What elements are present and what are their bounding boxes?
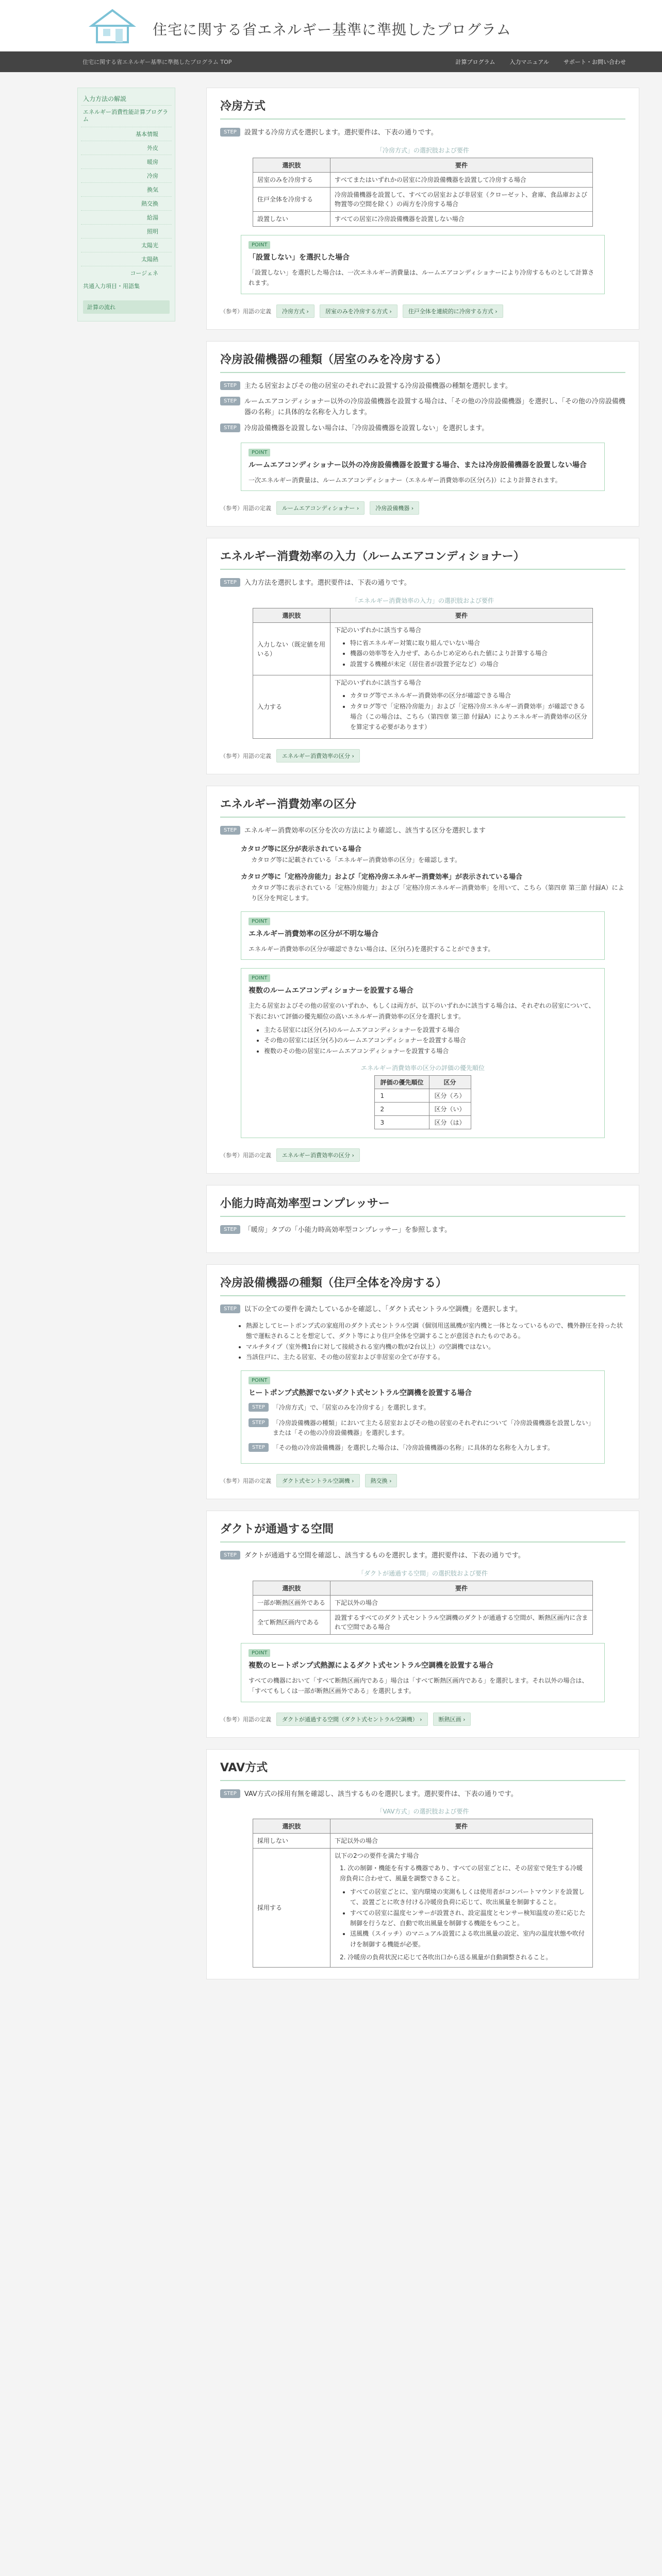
table-caption: 「冷房方式」の選択肢および要件 (376, 146, 469, 154)
section-cooling-method (206, 88, 639, 330)
step-text: ダクトが通過する空間を確認し、該当するものを選択します。選択要件は、下表の通りです。 (244, 1552, 525, 1560)
section-title: 小能力時高効率型コンプレッサー (220, 1195, 625, 1217)
top-navbar (0, 52, 662, 72)
table-header: 要件 (330, 158, 593, 172)
reference-links (220, 304, 625, 318)
step-text: ルームエアコンディショナー以外の冷房設備機器を設置する場合は、「その他の冷房設備機器」を選択し、「その他の冷房設備機器の名称」に具体的な名称を入力します。 (244, 398, 625, 417)
table-caption: 「ダクトが通過する空間」の選択肢および要件 (357, 1569, 488, 1577)
section-efficiency-input (206, 538, 639, 774)
sidebar-item-heat-exchange[interactable]: 熱交換 (81, 196, 172, 210)
section-title: VAV方式 (220, 1759, 625, 1781)
step-badge: STEP (249, 1403, 269, 1412)
table-caption: 「VAV方式」の選択肢および要件 (376, 1808, 469, 1816)
reference-link[interactable]: エネルギー消費効率の区分 › (276, 1148, 360, 1162)
point-badge: POINT (249, 241, 270, 249)
requirements-table: 選択肢 要件 採用しない 下記以外の場合 採用する 以下の2つの要件を満たす場合 1. 次の制御・機能を有する機器であり、すべての居室ごとに、その居室で発生する冷暖房負荷に合わせて、風量を調整できること。 • すべての居室ごとに、室内環境の実測もしくは使用者がコンパートマウンドを設置して、設置ごとに吹き付ける冷暖房負荷に応じて、吹出風量を制御すること。 • すべての居室に温度センサーが設置され、設定温度とセンサー検知温度の差に応じた制御を行うなど、自動で吹出風量を制御する機能をもつこと。 • 送風機（スイッチ）のマニュアル設置による吹出風量の設定、室内の温度状態や吹付けを制御する機能が必要。 2. 冷暖房の負荷状況に応じて各吹出口から送る風量が自動調整されること。 (253, 1819, 593, 1968)
list-item: • 複数のその他の居室にルームエアコンディショナーを設置する場合 (264, 1046, 597, 1056)
reference-label: （参考）用語の定義 (220, 308, 271, 315)
table-row: 住戸全体を冷房する 冷房設備機器を設置して、すべての居室および非居室（クローゼット、倉庫、食品庫および物置等の空間を除く）の両方を冷房する場合 (253, 187, 593, 211)
step-text: エネルギー消費効率の区分を次の方法により確認し、該当する区分を選択します (244, 826, 486, 835)
step-text: 「その他の冷房設備機器」を選択した場合は、「冷房設備機器の名称」に具体的な名称を入力します。 (272, 1444, 554, 1451)
table-row: 全て断熱区画内である 設置するすべてのダクト式セントラル空調機のダクトが通過する空間が、断熱区画内に含まれて空間である場合 (253, 1610, 593, 1634)
point-badge: POINT (249, 918, 270, 925)
step-badge: STEP (220, 397, 240, 405)
table-row: 入力する 下記のいずれかに該当する場合 • カタログ等でエネルギー消費効率の区分が確認できる場合 • カタログ等で「定格冷房能力」および「定格冷房エネルギー消費効率」が確認できる場合（この場合は、こちら（第四章 第三節 付録A）によりエネルギー消費効率の区分を算定する必要があります） (253, 675, 593, 739)
section-title: ダクトが通過する空間 (220, 1520, 625, 1543)
table-header: 選択肢 (253, 158, 330, 172)
table-row: 3 区分（は） (375, 1116, 471, 1129)
site-logo-icon[interactable] (87, 5, 138, 46)
reference-links (220, 1148, 625, 1162)
point-title: エネルギー消費効率の区分が不明な場合 (249, 929, 378, 938)
step-text: 以下の全ての要件を満たしているかを確認し、「ダクト式セントラル空調機」を選択します。 (244, 1306, 522, 1313)
reference-link[interactable]: 冷房設備機器 › (370, 501, 419, 515)
sidebar-item-cogeneration[interactable]: コージェネ (81, 266, 172, 280)
sidebar (77, 88, 175, 321)
step-badge: STEP (220, 1304, 240, 1313)
list-item: • 主たる居室には区分(ろ)のルームエアコンディショナーを設置する場合 (264, 1025, 597, 1035)
list-item: • 熱源としてヒートポンプ式の家庭用のダクト式セントラル空調（個別用送風機が室内機と一体となっているもので、機外静圧を持った状態で運転されることを想定して、ダクト等により住戸全体を空調することが意図されたものである。 (246, 1320, 625, 1342)
point-box (241, 911, 605, 960)
table-row: 一部が断熱区画外である 下記以外の場合 (253, 1595, 593, 1610)
reference-link[interactable]: ダクトが通過する空間（ダクト式セントラル空調機） › (276, 1713, 428, 1726)
site-title[interactable]: 住宅に関する省エネルギー基準に準拠したプログラム (153, 21, 511, 38)
point-badge: POINT (249, 1649, 270, 1657)
step-badge: STEP (220, 1551, 240, 1560)
reference-link[interactable]: 住戸全体を連続的に冷房する方式 › (403, 304, 503, 318)
main-content (206, 88, 639, 1991)
step-badge: STEP (220, 578, 240, 587)
reference-link[interactable]: 冷房方式 › (276, 304, 315, 318)
section-title: エネルギー消費効率の区分 (220, 795, 625, 818)
reference-links (220, 1713, 625, 1726)
table-row: 2 区分（い） (375, 1103, 471, 1116)
list-item: • 当該住戸に、主たる居室、その他の居室および非居室の全てが存する。 (246, 1352, 625, 1362)
point-title: ヒートポンプ式熱源でないダクト式セントラル空調機を設置する場合 (249, 1389, 472, 1398)
section-efficiency-class (206, 786, 639, 1174)
point-box (241, 1370, 605, 1464)
sidebar-item-heating[interactable]: 暖房 (81, 155, 172, 168)
point-box (241, 443, 605, 491)
step-badge: STEP (249, 1443, 269, 1452)
step-badge: STEP (220, 423, 240, 432)
reference-label: （参考）用語の定義 (220, 1152, 271, 1159)
requirements-table (253, 158, 593, 227)
point-body: エネルギー消費効率の区分が確認できない場合は、区分(ろ)を選択することができます。 (249, 945, 494, 953)
sidebar-item-cooling[interactable]: 冷房 (81, 168, 172, 182)
nav-link-manual[interactable]: 入力マニュアル (509, 59, 549, 65)
table-caption: エネルギー消費効率の区分の評価の優先順位 (360, 1064, 485, 1072)
step-text: 「冷房方式」で、「居室のみを冷房する」を選択します。 (272, 1404, 430, 1412)
reference-link[interactable]: 居室のみを冷房する方式 › (320, 304, 398, 318)
section-title: 冷房設備機器の種類（住戸全体を冷房する） (220, 1274, 625, 1296)
reference-links (220, 1474, 625, 1487)
reference-label: （参考）用語の定義 (220, 752, 271, 759)
requirements-table: 選択肢 要件 入力しない（既定値を用いる） 下記のいずれかに該当する場合 • 特に省エネルギー対策に取り組んでいない場合 • 機器の効率等を入力せず、あらかじめ定められた値により計算する場合 • 設置する機種が未定（居住者が設置予定など）の場合 入力する 下記のいずれかに該当する場合 • カタログ等でエネルギー消費効率の区分が確認できる場合 • カタログ等で「定格冷房能力」および「定格冷房エネルギー消費効率」が確認できる場合（この場合は、こちら（第四章 第三節 付録A）によりエネルギー消費効率の区分を算定する必要があります） (253, 608, 593, 739)
table-row: 採用する 以下の2つの要件を満たす場合 1. 次の制御・機能を有する機器であり、すべての居室ごとに、その居室で発生する冷暖房負荷に合わせて、風量を調整できること。 • すべての居室ごとに、室内環境の実測もしくは使用者がコンパートマウンドを設置して、設置ごとに吹き付ける冷暖房負荷に応じて、吹出風量を制御すること。 • すべての居室に温度センサーが設置され、設定温度とセンサー検知温度の差に応じた制御を行うなど、自動で吹出風量を制御する機能をもつこと。 • 送風機（スイッチ）のマニュアル設置による吹出風量の設定、室内の温度状態や吹付けを制御する機能が必要。 2. 冷暖房の負荷状況に応じて各吹出口から送る風量が自動調整されること。 (253, 1849, 593, 1968)
step-badge: STEP (249, 1418, 269, 1427)
case-body: カタログ等に表示されている「定格冷房能力」および「定格冷房エネルギー消費効率」を用いて、こちら（第四章 第三節 付録A）により区分を判定します。 (251, 884, 624, 902)
list-item: • マルチタイプ（室外機1台に対して接続される室内機の数が2台以上）の空調機ではない。 (246, 1342, 625, 1352)
step-badge: STEP (220, 1789, 240, 1798)
sidebar-item-ventilation[interactable]: 換気 (81, 182, 172, 196)
breadcrumb[interactable]: 住宅に関する省エネルギー基準に準拠したプログラム TOP (82, 59, 232, 65)
step-text: VAV方式の採用有無を確認し、該当するものを選択します。選択要件は、下表の通りです。 (244, 1790, 518, 1798)
sidebar-head[interactable]: 入力方法の解説 (81, 92, 172, 106)
reference-links (220, 749, 625, 762)
point-body: 「設置しない」を選択した場合は、一次エネルギー消費量は、ルームエアコンディショナーにより冷房するものとして計算されます。 (249, 268, 594, 287)
section-compressor (206, 1185, 639, 1253)
point-body: 一次エネルギー消費量は、ルームエアコンディショナー（エネルギー消費効率の区分(ろ)）により計算されます。 (249, 476, 561, 484)
step-badge: STEP (220, 826, 240, 835)
list-item: • その他の居室には区分(ろ)のルームエアコンディショナーを設置する場合 (264, 1035, 597, 1045)
point-body: 主たる居室およびその他の居室のいずれか、もしくは両方が、以下のいずれかに該当する場合は、それぞれの居室について、下表において評価の優先順位の高いエネルギー消費効率の区分を選択します。 (249, 1002, 595, 1020)
step-text: 主たる居室およびその他の居室のそれぞれに設置する冷房設備機器の種類を選択します。 (244, 382, 512, 390)
sidebar-item-solar-thermal[interactable]: 太陽熱 (81, 252, 172, 266)
sidebar-item-solar-pv[interactable]: 太陽光 (81, 238, 172, 252)
reference-link[interactable]: 熱交換 › (365, 1474, 398, 1487)
site-header (0, 0, 662, 52)
sidebar-item-lighting[interactable]: 照明 (81, 224, 172, 238)
section-cooling-equipment-room (206, 341, 639, 527)
case-title: カタログ等に区分が表示されている場合 (241, 845, 362, 854)
case-body: カタログ等に記載されている「エネルギー消費効率の区分」を確認します。 (251, 856, 461, 864)
section-title: 冷房方式 (220, 97, 625, 120)
section-duct-space (206, 1511, 639, 1738)
point-box (241, 1643, 605, 1702)
reference-label: （参考）用語の定義 (220, 1478, 271, 1485)
table-row: 居室のみを冷房する すべてまたはいずれかの居室に冷房設備機器を設置して冷房する場合 (253, 172, 593, 187)
sidebar-item-basic[interactable]: 基本情報 (81, 127, 172, 141)
reference-links (220, 501, 625, 515)
priority-table: 評価の優先順位 区分 1 区分（ろ） 2 区分（い） 3 区分（は） (374, 1075, 471, 1129)
sidebar-section-common[interactable]: 共通入力項目・用語集 (83, 282, 140, 290)
sidebar-section[interactable]: エネルギー消費性能計算プログラム (83, 109, 168, 123)
section-title: 冷房設備機器の種類（居室のみを冷房する） (220, 351, 625, 373)
point-body: すべての機器において「すべて断熱区画内である」場合は「すべて断熱区画内である」を選択します。それ以外の場合は、「すべてもしくは一部が断熱区画外である」を選択します。 (249, 1676, 588, 1695)
table-caption: 「エネルギー消費効率の入力」の選択肢および要件 (351, 597, 494, 604)
step-text: 設置する冷房方式を選択します。選択要件は、下表の通りです。 (244, 129, 438, 137)
table-row: 設置しない すべての居室に冷房設備機器を設置しない場合 (253, 211, 593, 226)
step-text: 「暖房」タブの「小能力時高効率型コンプレッサー」を参照します。 (244, 1226, 452, 1234)
section-title: エネルギー消費効率の入力（ルームエアコンディショナー） (220, 548, 625, 570)
reference-link[interactable]: ダクト式セントラル空調機 › (276, 1474, 360, 1487)
section-cooling-equipment-whole (206, 1264, 639, 1499)
reference-link[interactable]: エネルギー消費効率の区分 › (276, 749, 360, 762)
reference-label: （参考）用語の定義 (220, 505, 271, 512)
point-title: 複数のルームエアコンディショナーを設置する場合 (249, 987, 413, 995)
reference-link[interactable]: 断熱区画 › (433, 1713, 471, 1726)
step-badge: STEP (220, 381, 240, 390)
point-badge: POINT (249, 449, 270, 456)
step-text: 「冷房設備機器の種類」において主たる居室およびその他の居室のそれぞれについて「冷房設備機器を設置しない」または「その他の冷房設備機器」を選択します。 (272, 1419, 594, 1436)
step-badge: STEP (220, 1225, 240, 1234)
sidebar-item-envelope[interactable]: 外皮 (81, 141, 172, 155)
point-title: ルームエアコンディショナー以外の冷房設備機器を設置する場合、または冷房設備機器を設置しない場合 (249, 461, 587, 469)
point-title: 「設置しない」を選択した場合 (249, 253, 350, 262)
point-badge: POINT (249, 974, 270, 982)
reference-link[interactable]: ルームエアコンディショナー › (276, 501, 365, 515)
requirements-table: 選択肢 要件 一部が断熱区画外である 下記以外の場合 全て断熱区画内である 設置するすべてのダクト式セントラル空調機のダクトが通過する空間が、断熱区画内に含まれて空間である場合 (253, 1581, 593, 1635)
nav-link-program[interactable]: 計算プログラム (455, 59, 495, 65)
section-vav (206, 1749, 639, 1980)
calc-flow-button[interactable]: 計算の流れ (83, 300, 170, 314)
nav-link-support[interactable]: サポート・お問い合わせ (564, 59, 626, 65)
table-row: 入力しない（既定値を用いる） 下記のいずれかに該当する場合 • 特に省エネルギー対策に取り組んでいない場合 • 機器の効率等を入力せず、あらかじめ定められた値により計算する場合 • 設置する機種が未定（居住者が設置予定など）の場合 (253, 622, 593, 675)
table-row: 採用しない 下記以外の場合 (253, 1834, 593, 1849)
point-box (241, 968, 605, 1138)
step-text: 冷房設備機器を設置しない場合は、「冷房設備機器を設置しない」を選択します。 (244, 424, 489, 432)
point-badge: POINT (249, 1377, 270, 1384)
step-badge: STEP (220, 128, 240, 137)
point-box (241, 235, 605, 294)
reference-label: （参考）用語の定義 (220, 1716, 271, 1723)
case-title: カタログ等に「定格冷房能力」および「定格冷房エネルギー消費効率」が表示されている場合 (241, 873, 523, 882)
step-text: 入力方法を選択します。選択要件は、下表の通りです。 (244, 579, 411, 587)
point-title: 複数のヒートポンプ式熱源によるダクト式セントラル空調機を設置する場合 (249, 1661, 494, 1670)
sidebar-item-hot-water[interactable]: 給湯 (81, 210, 172, 224)
table-row: 1 区分（ろ） (375, 1089, 471, 1103)
